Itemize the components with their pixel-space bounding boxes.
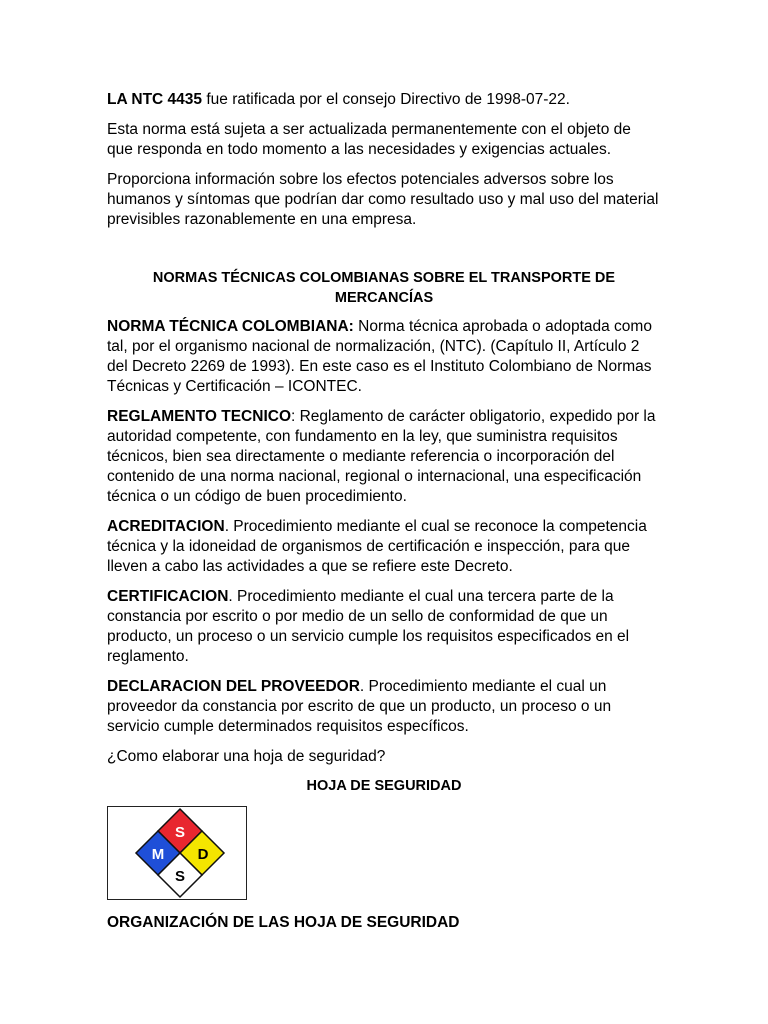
definition-text: . Procedimiento mediante el cual un proveedor da constancia por escrito de que un producto, un proceso o un servicio cumple determinados requisitos específicos.	[107, 678, 612, 735]
definition-term: DECLARACION DEL PROVEEDOR	[107, 678, 360, 695]
norma-paragraph: Esta norma está sujeta a ser actualizada permanentemente con el objeto de que responda en todo momento a las necesidades y exigencias actuales.	[107, 121, 631, 158]
proporciona-paragraph: Proporciona información sobre los efectos potenciales adversos sobre los humanos y síntomas que podrían dar como resultado uso y mal uso del material previsibles razonablemente en una empresa.	[107, 171, 659, 228]
definition-norma-tecnica	[107, 317, 661, 397]
hazard-diamond-icon	[108, 807, 248, 901]
definition-declaracion-proveedor	[107, 677, 661, 737]
definition-term: ACREDITACION	[107, 518, 225, 535]
ntc-label: LA NTC 4435	[107, 91, 203, 108]
ntc-text: fue ratificada por el consejo Directivo de 1998-07-22.	[202, 91, 570, 108]
definition-acreditacion	[107, 517, 661, 577]
definition-text: . Procedimiento mediante el cual una tercera parte de la constancia por escrito o por medio de un sello de conformidad de que un producto, un proceso o un servicio cumple los requisitos especificados en el reglamento.	[107, 588, 630, 665]
question-text: ¿Como elaborar una hoja de seguridad?	[107, 748, 386, 765]
diamond-left-letter: M	[151, 846, 165, 863]
definition-text: Norma técnica aprobada o adoptada como tal, por el organismo nacional de normalización, (NTC). (Capítulo II, Artículo 2 del Decreto 2269 de 1993). En este caso es el Instituto Colombiano de Normas Técnicas y Certificación – ICONTEC.	[107, 318, 652, 395]
organizacion-title: ORGANIZACIÓN DE LAS HOJA DE SEGURIDAD	[107, 914, 460, 931]
section-title: NORMAS TÉCNICAS COLOMBIANAS SOBRE EL TRANSPORTE DE MERCANCÍAS	[152, 270, 616, 306]
definition-reglamento-tecnico	[107, 407, 661, 507]
diamond-bottom-letter: S	[174, 868, 186, 885]
hoja-seguridad-title: HOJA DE SEGURIDAD	[306, 778, 462, 794]
definition-term: CERTIFICACION	[107, 588, 229, 605]
document-page	[107, 90, 661, 933]
definition-term: REGLAMENTO TECNICO	[107, 408, 291, 425]
definition-certificacion	[107, 587, 661, 667]
safety-diamond-logo	[107, 806, 247, 900]
definition-text: . Procedimiento mediante el cual se reconoce la competencia técnica y la idoneidad de organismos de certificación e inspección, para que lleven a cabo las actividades a que se refiere este Decreto.	[107, 518, 647, 575]
diamond-top-letter: S	[174, 824, 186, 841]
diamond-right-letter: D	[197, 846, 209, 863]
definition-term: NORMA TÉCNICA COLOMBIANA:	[107, 318, 354, 335]
ntc-paragraph	[107, 90, 661, 110]
definition-text: : Reglamento de carácter obligatorio, expedido por la autoridad competente, con fundamento en la ley, que suministra requisitos técnicos, bien sea directamente o mediante referencia o incorporación del contenido de una norma nacional, regional o internacional, una especificación técnica o un código de buen procedimiento.	[107, 408, 656, 505]
